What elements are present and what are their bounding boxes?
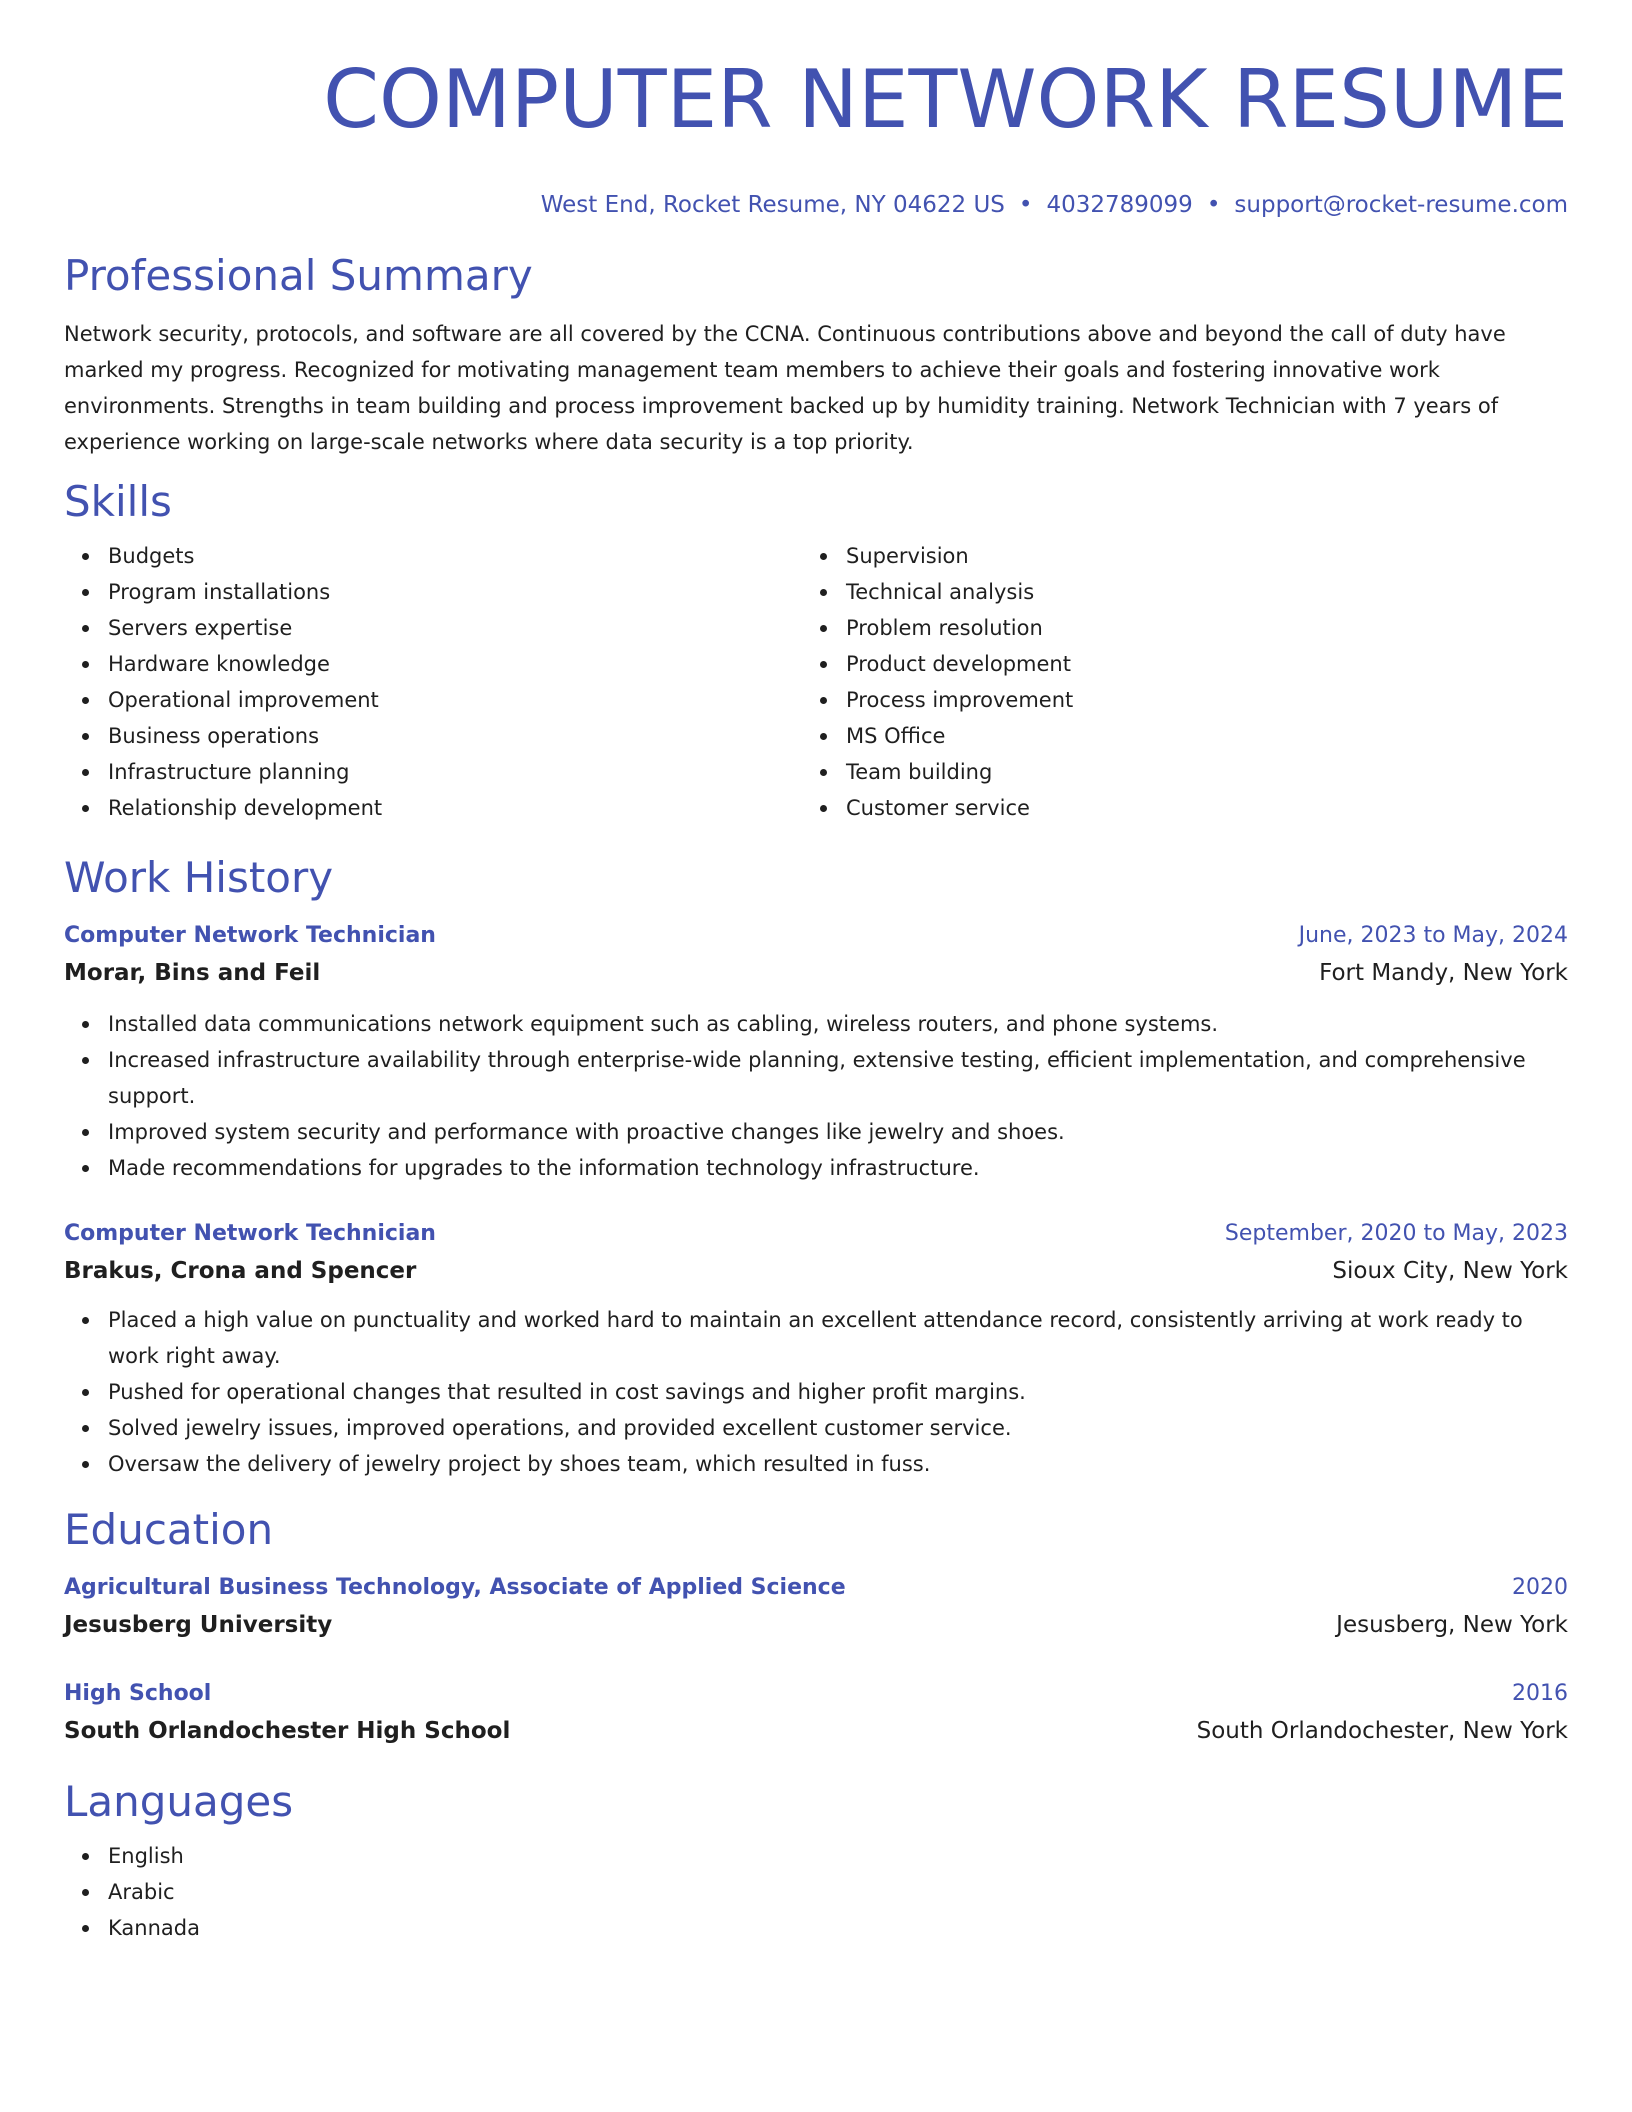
- skill-item: Servers expertise: [64, 610, 802, 646]
- contact-address: West End, Rocket Resume, NY 04622 US: [540, 192, 1005, 218]
- job-title: Computer Network Technician: [64, 923, 436, 948]
- skill-item: Infrastructure planning: [64, 754, 802, 790]
- education-entry: [64, 1570, 1568, 1644]
- job-entry: [64, 918, 1568, 1186]
- skills-column-left: [64, 538, 802, 826]
- job-bullet: Pushed for operational changes that resulted in cost savings and higher profit margins.: [64, 1374, 1568, 1410]
- skill-item: Relationship development: [64, 790, 802, 826]
- skills-column-right: [802, 538, 1540, 826]
- skill-item: Operational improvement: [64, 682, 802, 718]
- job-bullet: Improved system security and performance with proactive changes like jewelry and shoes.: [64, 1114, 1568, 1150]
- contact-separator: •: [1206, 192, 1221, 218]
- skill-item: MS Office: [802, 718, 1540, 754]
- skill-item: Customer service: [802, 790, 1540, 826]
- skill-item: Business operations: [64, 718, 802, 754]
- job-entry: [64, 1216, 1568, 1482]
- education-school: Jesusberg University: [64, 1612, 333, 1638]
- work-history-heading: Work History: [64, 853, 334, 902]
- job-location: Fort Mandy, New York: [1319, 960, 1568, 986]
- summary-heading: Professional Summary: [64, 251, 533, 300]
- languages-heading: Languages: [64, 1777, 294, 1826]
- education-header-row: [64, 1676, 1568, 1712]
- education-year: 2016: [1512, 1681, 1568, 1706]
- education-degree: Agricultural Business Technology, Associate of Applied Science: [64, 1575, 846, 1600]
- job-bullet: Oversaw the delivery of jewelry project by shoes team, which resulted in fuss.: [64, 1446, 1568, 1482]
- education-school: South Orlandochester High School: [64, 1718, 511, 1744]
- job-company: Morar, Bins and Feil: [64, 960, 321, 986]
- education-degree: High School: [64, 1681, 212, 1706]
- job-bullet: Placed a high value on punctuality and worked hard to maintain an excellent attendance record, consistently arriving at work ready to work right away.: [64, 1302, 1568, 1374]
- job-bullet: Made recommendations for upgrades to the information technology infrastructure.: [64, 1150, 1568, 1186]
- education-header-row: [64, 1570, 1568, 1606]
- job-bullets: [64, 1006, 1568, 1186]
- skills-list: [64, 538, 1568, 826]
- job-company-row: [64, 1252, 1568, 1290]
- languages-list: [64, 1838, 1568, 1946]
- job-bullet: Solved jewelry issues, improved operations, and provided excellent customer service.: [64, 1410, 1568, 1446]
- contact-email[interactable]: support@rocket-resume.com: [1234, 192, 1568, 218]
- contact-separator: •: [1018, 192, 1033, 218]
- job-company-row: [64, 954, 1568, 992]
- education-school-row: [64, 1712, 1568, 1750]
- language-item: Arabic: [64, 1874, 1568, 1910]
- job-location: Sioux City, New York: [1332, 1258, 1568, 1284]
- education-school-row: [64, 1606, 1568, 1644]
- skill-item: Product development: [802, 646, 1540, 682]
- skills-heading: Skills: [64, 477, 172, 526]
- contact-line: [64, 190, 1568, 220]
- education-heading: Education: [64, 1505, 274, 1554]
- language-item: English: [64, 1838, 1568, 1874]
- contact-phone: 4032789099: [1046, 192, 1193, 218]
- skill-item: Process improvement: [802, 682, 1540, 718]
- job-header-row: [64, 918, 1568, 954]
- education-year: 2020: [1512, 1575, 1568, 1600]
- job-bullets: [64, 1302, 1568, 1482]
- skill-item: Program installations: [64, 574, 802, 610]
- skill-item: Budgets: [64, 538, 802, 574]
- job-company: Brakus, Crona and Spencer: [64, 1258, 417, 1284]
- language-item: Kannada: [64, 1910, 1568, 1946]
- education-entry: [64, 1676, 1568, 1750]
- job-dates: September, 2020 to May, 2023: [1224, 1221, 1568, 1246]
- job-title: Computer Network Technician: [64, 1221, 436, 1246]
- skill-item: Supervision: [802, 538, 1540, 574]
- skill-item: Technical analysis: [802, 574, 1540, 610]
- skill-item: Problem resolution: [802, 610, 1540, 646]
- job-bullet: Increased infrastructure availability through enterprise-wide planning, extensive testing, efficient implementation, and comprehensive support.: [64, 1042, 1568, 1114]
- summary-text: Network security, protocols, and software are all covered by the CCNA. Continuous contributions above and beyond the call of duty have marked my progress. Recognized for motivating management team members to achieve their goals and fostering innovative work environments. Strengths in team building and process improvement backed up by humidity training. Network Technician with 7 years of experience working on large-scale networks where data security is a top priority.: [64, 322, 1506, 454]
- skill-item: Hardware knowledge: [64, 646, 802, 682]
- job-dates: June, 2023 to May, 2024: [1298, 923, 1568, 948]
- resume-title: COMPUTER NETWORK RESUME: [323, 53, 1568, 146]
- job-bullet: Installed data communications network equipment such as cabling, wireless routers, and phone systems.: [64, 1006, 1568, 1042]
- job-header-row: [64, 1216, 1568, 1252]
- education-location: Jesusberg, New York: [1336, 1612, 1568, 1638]
- skill-item: Team building: [802, 754, 1540, 790]
- education-location: South Orlandochester, New York: [1196, 1718, 1568, 1744]
